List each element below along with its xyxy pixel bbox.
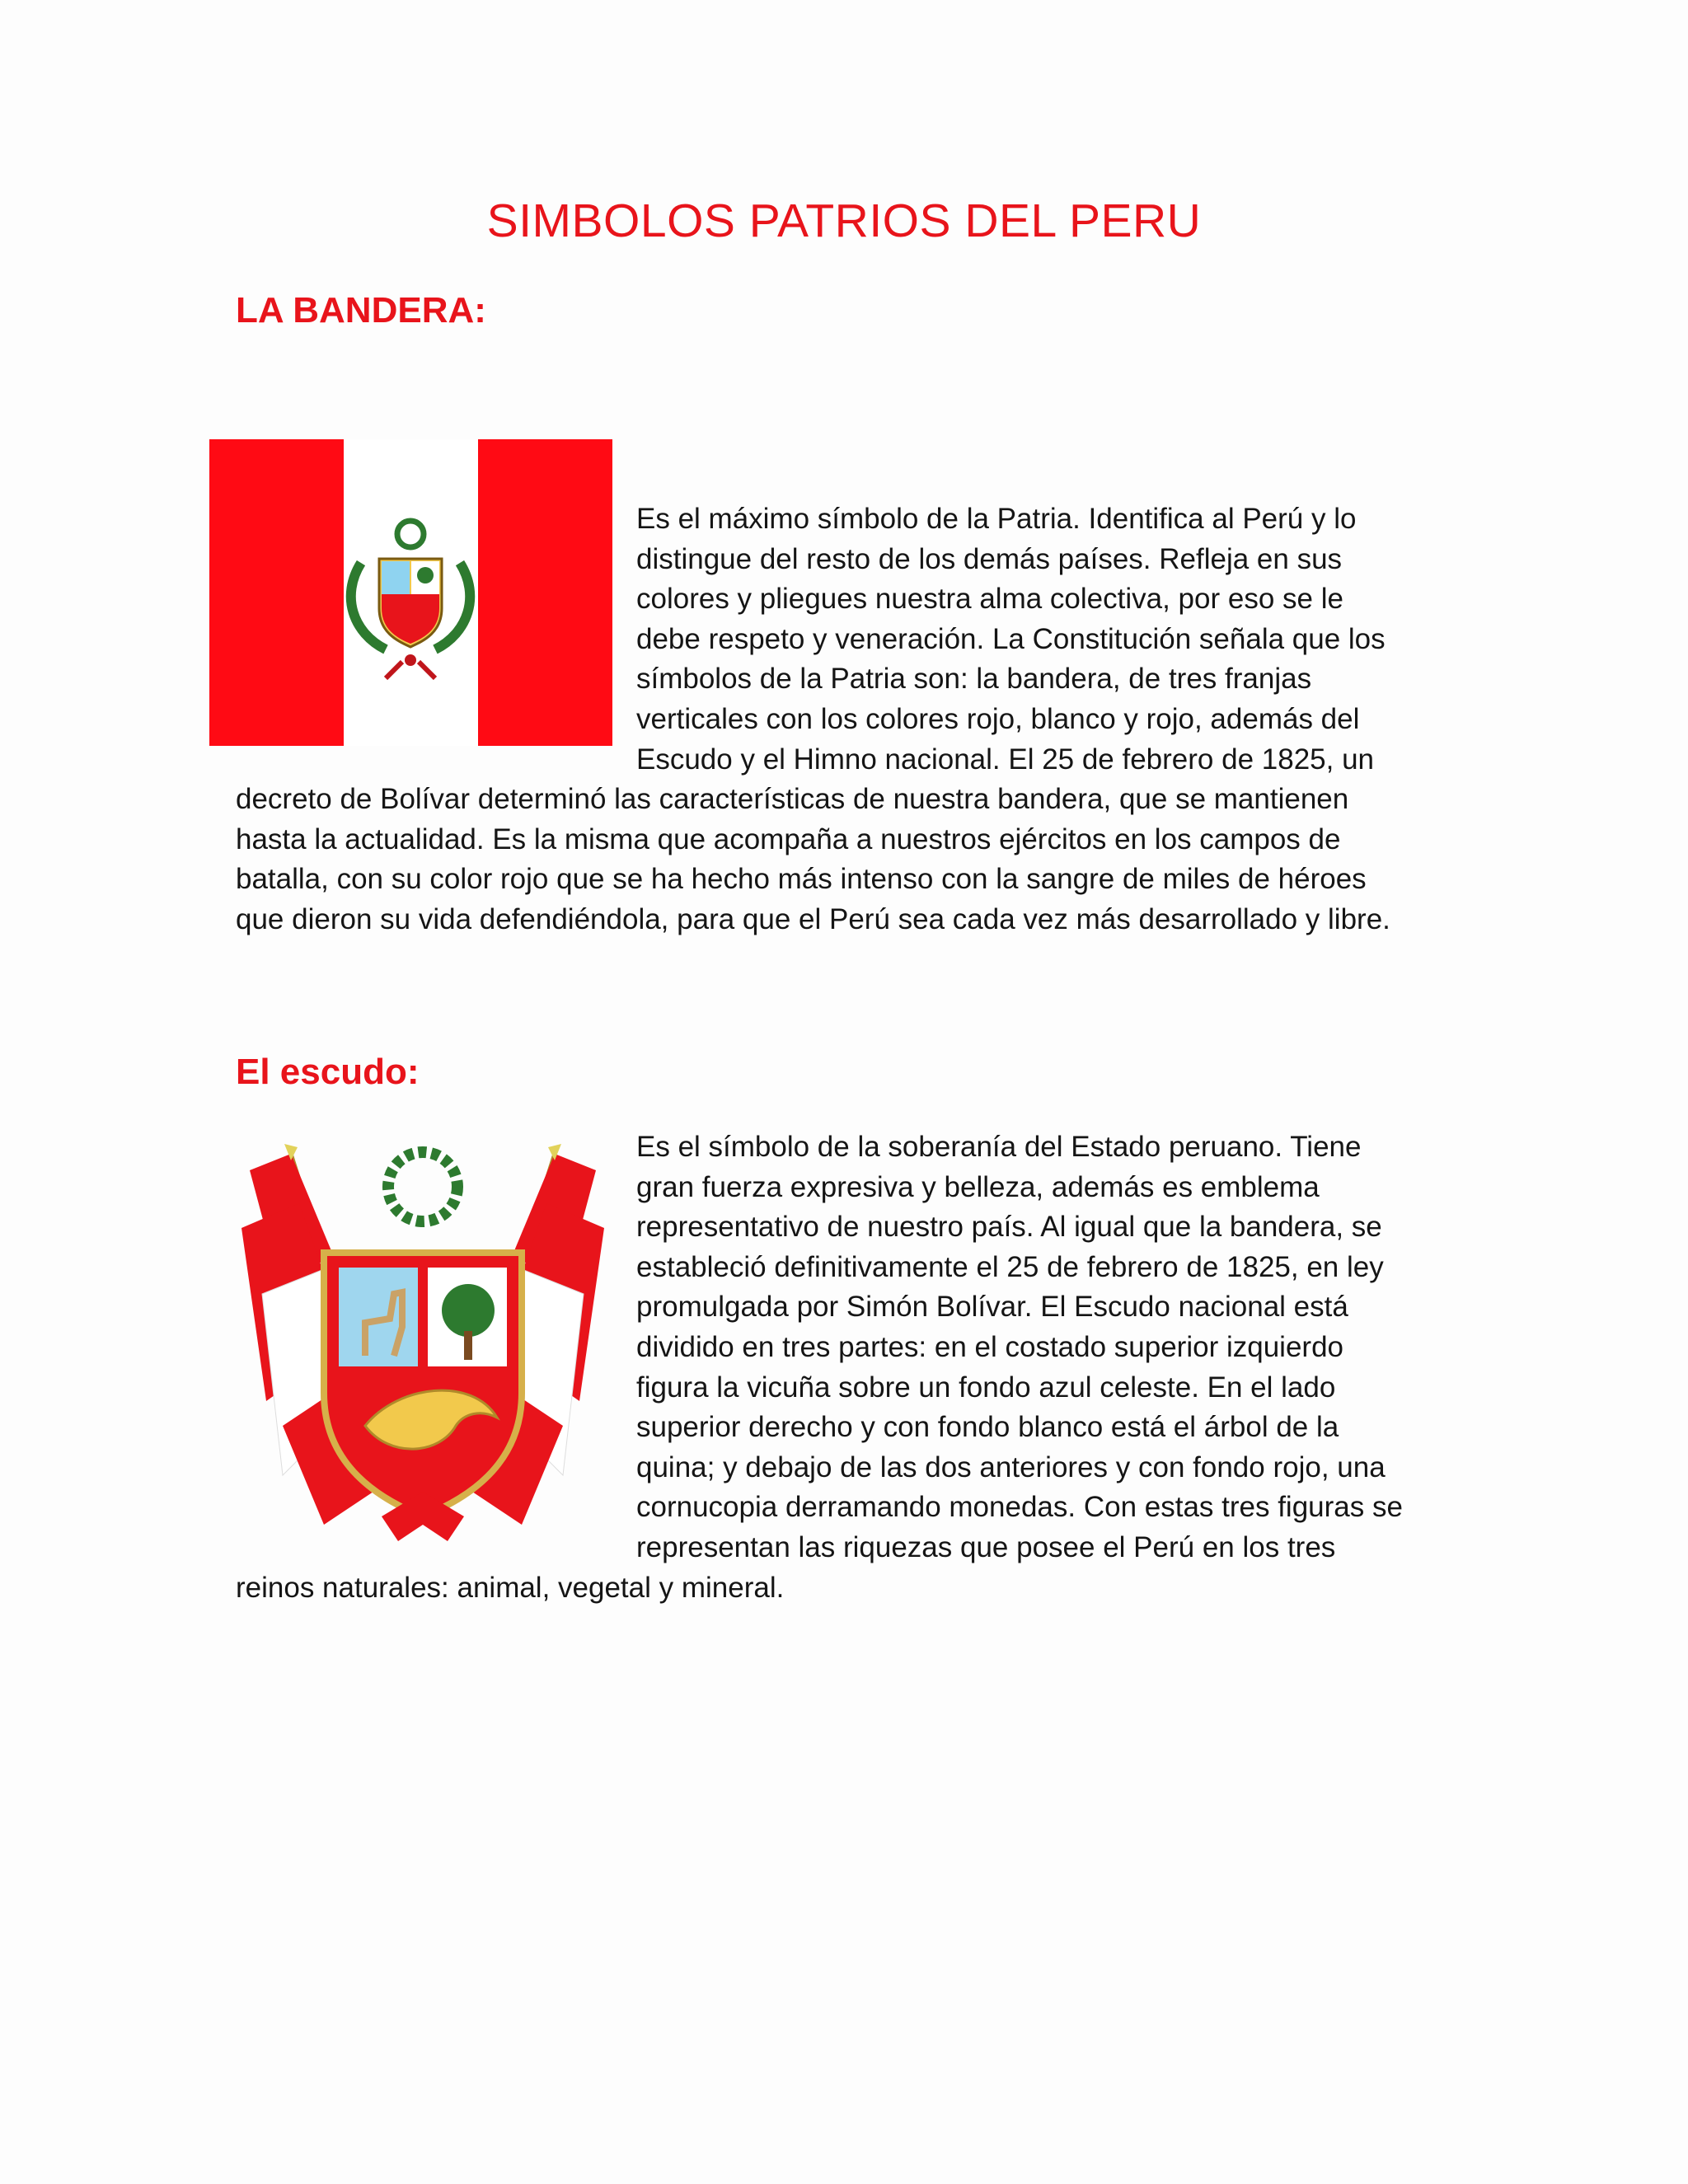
paragraph-line: gran fuerza expresiva y belleza, además es emblema bbox=[636, 1170, 1320, 1203]
bandera-wrapped-text bbox=[636, 499, 1386, 780]
paragraph-line: decreto de Bolívar determinó las características de nuestra bandera, que se mantienen bbox=[236, 783, 1349, 815]
paragraph-line: quina; y debajo de las dos anteriores y con fondo rojo, una bbox=[636, 1451, 1386, 1483]
escudo-wrapped-text bbox=[636, 1127, 1403, 1568]
paragraph-line: Escudo y el Himno nacional. El 25 de febrero de 1825, un bbox=[636, 743, 1375, 776]
paragraph-line: Es el máximo símbolo de la Patria. Identifica al Perú y lo bbox=[636, 503, 1357, 535]
paragraph-line: verticales con los colores rojo, blanco y rojo, además del bbox=[636, 702, 1360, 735]
paragraph-line: colores y pliegues nuestra alma colectiva, por eso se le bbox=[636, 583, 1343, 616]
paragraph-line: representativo de nuestro país. Al igual que la bandera, se bbox=[636, 1211, 1382, 1244]
paragraph-line: símbolos de la Patria son: la bandera, de tres franjas bbox=[636, 663, 1312, 696]
bandera-full-text bbox=[236, 780, 1390, 940]
escudo-full-text bbox=[236, 1568, 784, 1609]
paragraph-line: dividido en tres partes: en el costado superior izquierdo bbox=[636, 1330, 1343, 1363]
paragraph-line: superior derecho y con fondo blanco está el árbol de la bbox=[636, 1411, 1339, 1444]
paragraph-line: Es el símbolo de la soberanía del Estado peruano. Tiene bbox=[636, 1131, 1362, 1163]
paragraph-line: debe respeto y veneración. La Constitución señala que los bbox=[636, 622, 1386, 655]
document-title: SIMBOLOS PATRIOS DEL PERU bbox=[486, 194, 1202, 247]
heading-bandera: LA BANDERA: bbox=[236, 290, 486, 330]
paragraph-line: distingue del resto de los demás países. Refleja en sus bbox=[636, 542, 1343, 575]
paragraph-line: figura la vicuña sobre un fondo azul celeste. En el lado bbox=[636, 1371, 1336, 1404]
paragraph-line: cornucopia derramando monedas. Con estas tres figuras se bbox=[636, 1491, 1403, 1524]
paragraph-line: estableció definitivamente el 25 de febrero de 1825, en ley bbox=[636, 1250, 1384, 1283]
paragraph-line: reinos naturales: animal, vegetal y mineral. bbox=[236, 1572, 785, 1604]
peru-coat-of-arms-image bbox=[233, 1129, 612, 1548]
paragraph-line: batalla, con su color rojo que se ha hecho más intenso con la sangre de miles de héroes bbox=[236, 863, 1367, 896]
paragraph-line: hasta la actualidad. Es la misma que acompaña a nuestros ejércitos en los campos de bbox=[236, 823, 1341, 855]
heading-escudo: El escudo: bbox=[236, 1052, 420, 1092]
paragraph-line: representan las riquezas que posee el Perú en los tres bbox=[636, 1530, 1336, 1563]
peru-flag-image bbox=[209, 439, 612, 746]
paragraph-line: que dieron su vida defendiéndola, para que el Perú sea cada vez más desarrollado y libre. bbox=[236, 902, 1390, 935]
paragraph-line: promulgada por Simón Bolívar. El Escudo nacional está bbox=[636, 1291, 1348, 1324]
